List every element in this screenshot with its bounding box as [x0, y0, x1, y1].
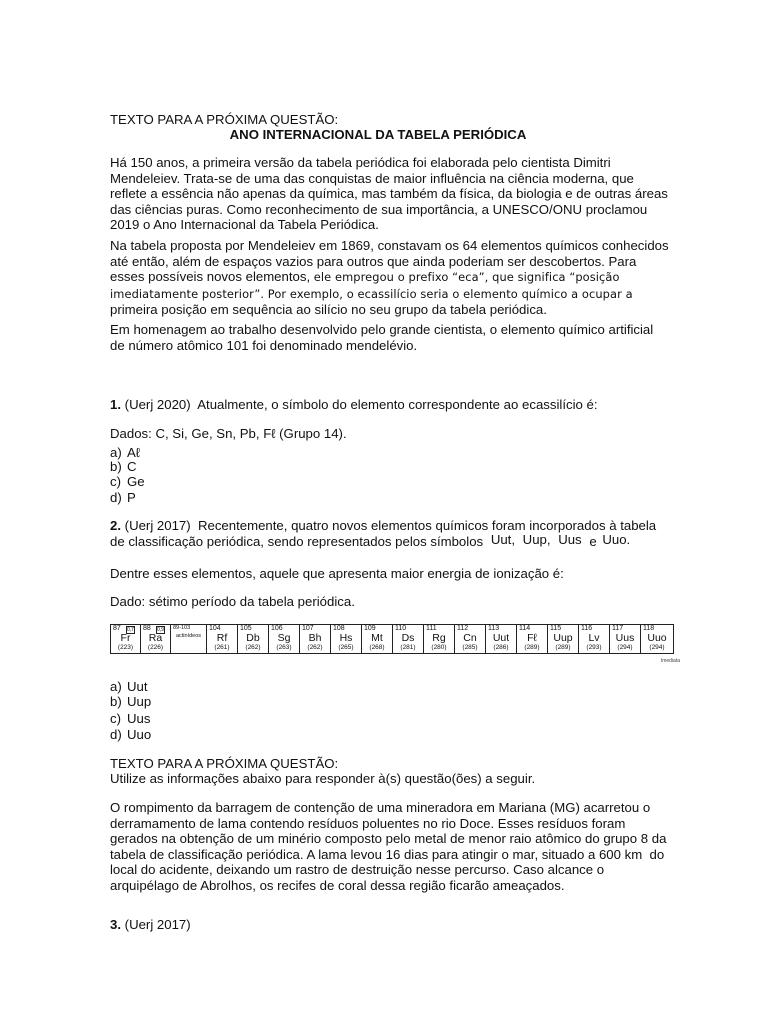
- symbol-uup: Uup,: [522, 532, 551, 547]
- option-d[interactable]: [110, 727, 151, 743]
- element-cell: [641, 625, 673, 653]
- question-2-data: Dado: sétimo período da tabela periódica.: [110, 594, 355, 609]
- element-cell: [207, 625, 238, 653]
- atomic-number: 111: [426, 625, 437, 632]
- paragraph-mariana: [110, 800, 667, 894]
- element-symbol: Cn: [463, 632, 477, 644]
- text-line: das ciências puras. Como reconhecimento de sua importância, a UNESCO/ONU proclamou: [110, 201, 648, 217]
- question-number: 3.: [110, 917, 121, 932]
- element-cell-actinides: [171, 625, 207, 653]
- atomic-number: 106: [271, 625, 283, 632]
- element-symbol: Bh: [308, 632, 322, 644]
- text-line: Em homenagem ao trabalho desenvolvido pelo grande cientista, o elemento químico artificial: [110, 322, 654, 337]
- atomic-number-range: 89-103: [173, 625, 191, 631]
- text-title: ANO INTERNACIONAL DA TABELA PERIÓDICA: [229, 127, 527, 142]
- element-symbol: Mt: [371, 632, 383, 644]
- element-symbol: Lv: [588, 632, 600, 644]
- atomic-mass: (261): [214, 644, 230, 651]
- symbol-uut: Uut,: [490, 532, 515, 547]
- atomic-number: 117: [612, 625, 624, 632]
- atomic-mass: (280): [431, 644, 447, 651]
- atomic-mass: (223): [117, 644, 134, 651]
- option-text: Uup: [127, 694, 152, 709]
- element-symbol: Db: [246, 632, 260, 644]
- atomic-mass: (262): [245, 644, 261, 651]
- atomic-mass: (262): [307, 644, 323, 651]
- atomic-number: 115: [550, 625, 562, 632]
- section-instructions: Utilize as informações abaixo para responder à(s) questão(ões) a seguir.: [110, 771, 536, 786]
- element-symbol: Uuo: [647, 632, 667, 644]
- text-line: reflete a essência não apenas da química, mas também da física, da biologia e de outras áreas: [110, 186, 668, 202]
- distance-value: 600 km: [598, 846, 643, 862]
- conjunction: e: [589, 534, 597, 549]
- section-header: TEXTO PARA A PRÓXIMA QUESTÃO:: [110, 756, 339, 771]
- atomic-mass: (286): [493, 644, 509, 651]
- element-cell: [300, 625, 331, 653]
- atomic-number: 108: [333, 625, 345, 632]
- element-cell: [331, 625, 362, 653]
- element-symbol: Rg: [432, 632, 446, 644]
- atomic-mass: (294): [617, 644, 633, 651]
- text-line: Há 150 anos, a primeira versão da tabela periódica foi elaborada pelo cientista Dimitri: [110, 155, 611, 170]
- atomic-number: 110: [395, 625, 407, 632]
- element-cell: [455, 625, 486, 653]
- symbol-uus: Uus: [558, 532, 582, 547]
- text-line: [110, 269, 655, 286]
- option-b[interactable]: [110, 459, 137, 475]
- option-b[interactable]: [110, 694, 151, 710]
- paragraph-mendeleiev: [110, 238, 669, 318]
- text-line: 2019 o Ano Internacional da Tabela Periódica.: [110, 217, 379, 233]
- element-symbol: Rf: [216, 632, 228, 644]
- paragraph-homage: [110, 322, 655, 353]
- element-symbol: Sg: [277, 632, 291, 644]
- periodic-table-strip: [110, 624, 674, 654]
- atomic-mass: (285): [462, 644, 478, 651]
- atomic-mass: (289): [524, 644, 540, 651]
- atomic-number: 87: [113, 625, 121, 632]
- option-text: Uus: [127, 711, 151, 726]
- element-cell: [486, 625, 517, 653]
- question-source: (Uerj 2020): [124, 397, 191, 412]
- paragraph-intro: [110, 155, 668, 233]
- actinides-label: actinídeos: [175, 633, 202, 639]
- atomic-number: 104: [209, 625, 221, 632]
- text-line: gerados na obtenção de um minério composto pelo metal de menor raio atômico do grupo 8 da: [110, 831, 667, 847]
- element-symbol: Fℓ: [527, 632, 537, 644]
- section-header: TEXTO PARA A PRÓXIMA QUESTÃO:: [110, 112, 339, 127]
- question-source: (Uerj 2017): [124, 518, 191, 533]
- element-cell: [141, 625, 171, 653]
- text-line: O rompimento da barragem de contenção de uma mineradora em Mariana (MG) acarretou o: [110, 800, 651, 815]
- element-symbol: Ds: [401, 632, 415, 644]
- text-line: derramamento de lama contendo resíduos poluentes no rio Doce. Esses resíduos foram: [110, 815, 626, 831]
- text-segment-example: Por exemplo, o ecassilício seria o elemento químico a ocupar a: [267, 286, 633, 301]
- symbol-uuo: Uuo.: [602, 532, 631, 547]
- text-line: Mendeleiev. Trata-se de uma das conquistas de maior influência na ciência moderna, que: [110, 170, 634, 186]
- option-text: Uut: [127, 679, 148, 694]
- element-symbol: Fr: [120, 632, 131, 644]
- element-symbol: Ra: [148, 632, 163, 644]
- element-cell: [393, 625, 424, 653]
- element-cell: [111, 625, 141, 653]
- element-symbol: Uut: [492, 632, 510, 644]
- atomic-mass: (294): [649, 644, 665, 651]
- text-segment-quote: ele empregou o prefixo “eca”, que significa “posição: [313, 270, 620, 285]
- option-text: C: [127, 459, 137, 474]
- text-segment: tabela de classificação periódica. A lama levou 16 dias para atingir o mar, situado a: [110, 846, 596, 862]
- question-3: [110, 917, 191, 933]
- option-letter: c): [110, 711, 121, 726]
- option-letter: d): [110, 727, 122, 742]
- text-segment-quote: imediatamente posterior”.: [110, 286, 265, 301]
- element-cell: [517, 625, 548, 653]
- atomic-number: 118: [643, 625, 655, 632]
- option-letter: a): [110, 445, 122, 460]
- atomic-number: 112: [457, 625, 469, 632]
- atomic-mass: (293): [586, 644, 602, 651]
- text-segment: esses possíveis novos elementos,: [110, 269, 311, 285]
- element-cell: [579, 625, 610, 653]
- element-cell: [238, 625, 269, 653]
- question-1-data: Dados: C, Si, Ge, Sn, Pb, Fℓ (Grupo 14).: [110, 426, 347, 441]
- question-2-line2: [110, 534, 630, 550]
- text-line: local do acidente, deixando um rastro de destruição nesse percurso. Caso alcance o: [110, 862, 605, 878]
- option-text: Uuo: [127, 727, 152, 742]
- question-text: de classificação periódica, sendo representados pelos símbolos: [110, 534, 484, 549]
- image-credit: Imediata: [660, 658, 680, 664]
- atomic-number: 107: [302, 625, 314, 632]
- option-d[interactable]: [110, 490, 136, 506]
- atomic-mass: (268): [369, 644, 385, 651]
- element-symbol: Hs: [339, 632, 353, 644]
- text-line: arquipélago de Abrolhos, os recifes de coral dessa região ficarão ameaçados.: [110, 877, 565, 893]
- option-c[interactable]: [110, 711, 150, 727]
- option-a[interactable]: [110, 679, 148, 695]
- question-2-prompt: Dentre esses elementos, aquele que apresenta maior energia de ionização é:: [110, 566, 564, 581]
- text-line: primeira posição em sequência ao silício no seu grupo da tabela periódica.: [110, 302, 547, 318]
- element-cell: [610, 625, 641, 653]
- question-source: (Uerj 2017): [124, 917, 191, 932]
- atomic-mass: (226): [147, 644, 164, 651]
- option-letter: c): [110, 474, 121, 489]
- electronegativity-tag: 0,7: [127, 627, 134, 633]
- element-symbol: Uup: [553, 632, 573, 644]
- atomic-mass: (281): [400, 644, 416, 651]
- option-letter: d): [110, 490, 122, 505]
- option-text: Aℓ: [127, 445, 141, 460]
- atomic-number: 113: [488, 625, 500, 632]
- atomic-number: 88: [143, 625, 151, 632]
- element-cell: [269, 625, 300, 653]
- question-1: [110, 397, 598, 413]
- atomic-mass: (263): [276, 644, 292, 651]
- text-line: [110, 286, 655, 303]
- atomic-number: 105: [240, 625, 252, 632]
- option-text: P: [127, 490, 136, 505]
- element-symbol: Uus: [615, 632, 635, 644]
- option-letter: b): [110, 694, 122, 709]
- atomic-number: 116: [581, 625, 593, 632]
- electronegativity-tag: 0,9: [157, 627, 164, 633]
- text-line: de número atômico 101 foi denominado mendelévio.: [110, 337, 418, 353]
- option-letter: a): [110, 679, 122, 694]
- atomic-mass: (265): [338, 644, 354, 651]
- question-number: 2.: [110, 518, 121, 533]
- text-line: até então, além de espaços vazios para outros que ainda poderiam ser descobertos. Para: [110, 253, 637, 269]
- option-letter: b): [110, 459, 122, 474]
- text-segment: do: [649, 846, 665, 862]
- atomic-mass: (289): [555, 644, 571, 651]
- element-cell: [362, 625, 393, 653]
- element-cell: [424, 625, 455, 653]
- text-line: [110, 846, 665, 863]
- question-text: Recentemente, quatro novos elementos químicos foram incorporados à tabela: [197, 518, 657, 533]
- element-cell: [548, 625, 579, 653]
- option-text: Ge: [127, 474, 145, 489]
- atomic-number: 114: [519, 625, 531, 632]
- text-line: Na tabela proposta por Mendeleiev em 1869, constavam os 64 elementos químicos conhecidos: [110, 238, 669, 253]
- question-text: Atualmente, o símbolo do elemento correspondente ao ecassilício é:: [197, 397, 598, 412]
- atomic-number: 109: [364, 625, 376, 632]
- option-c[interactable]: [110, 474, 145, 490]
- question-number: 1.: [110, 397, 121, 412]
